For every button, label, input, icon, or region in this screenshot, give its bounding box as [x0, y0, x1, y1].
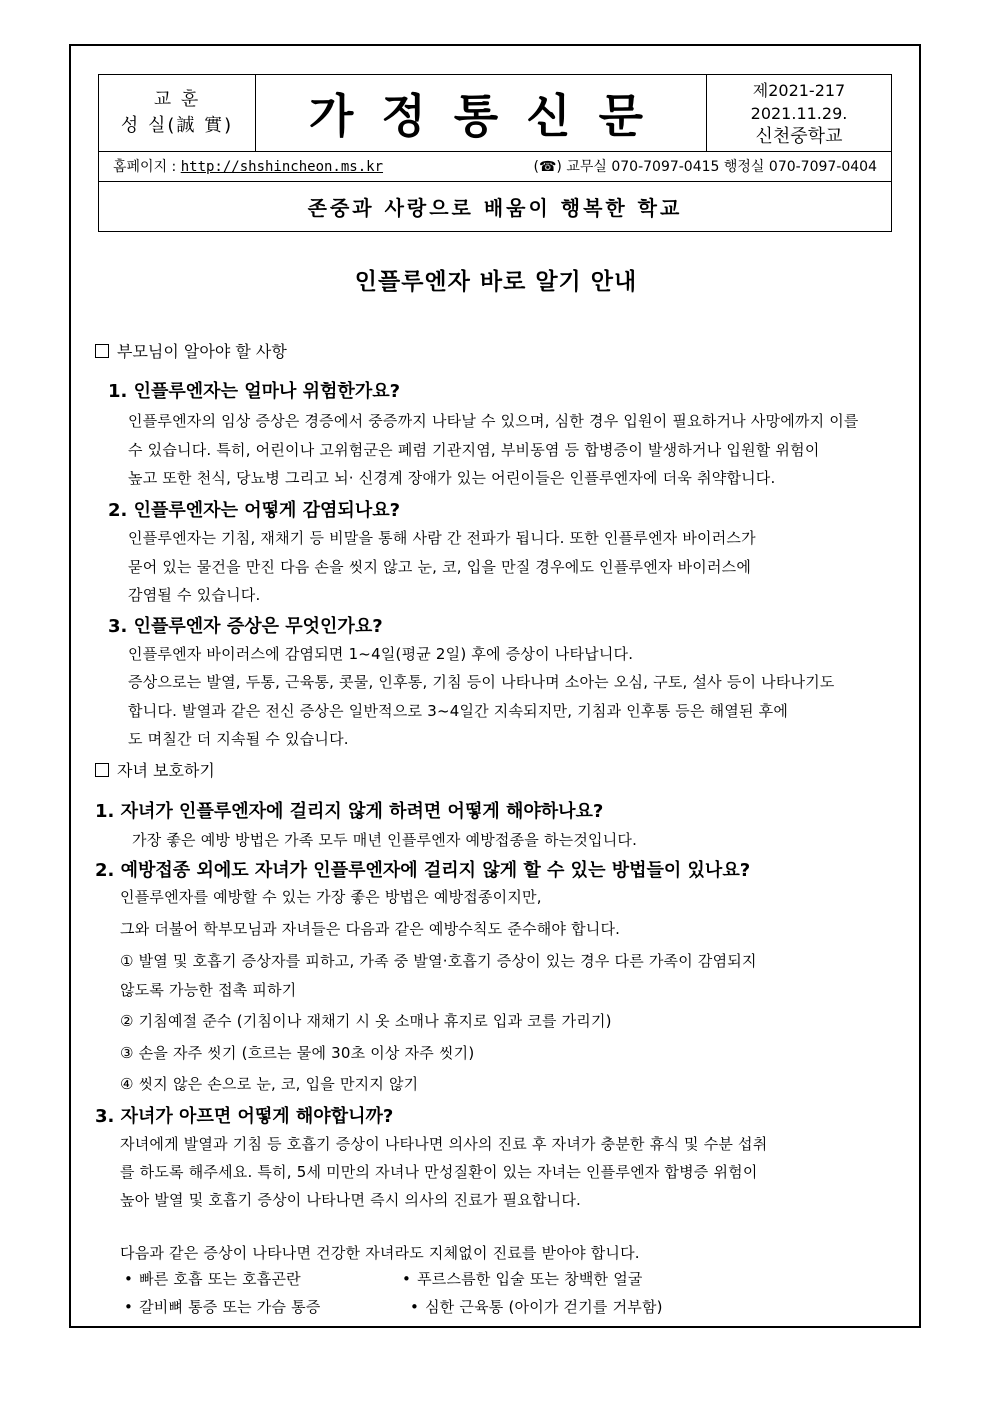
paragraph-line: 인플루엔자 바이러스에 감염되면 1~4일(평균 2일) 후에 증상이 나타납니다. — [128, 645, 634, 663]
question-heading: 2. 인플루엔자는 어떻게 감염되나요? — [108, 500, 401, 521]
section-heading-text: 부모님이 알아야 할 사항 — [117, 342, 287, 361]
paragraph-line: 묻어 있는 물건을 만진 다음 손을 씻지 않고 눈, 코, 입을 만질 경우에도 인플루엔자 바이러스에 — [128, 558, 752, 576]
urgent-symptom-text: 갈비뼈 통증 또는 가슴 통증 — [139, 1298, 321, 1316]
document-title: 인플루엔자 바로 알기 안내 — [354, 269, 638, 295]
school-slogan: 존중과 사랑으로 배움이 행복한 학교 — [307, 196, 683, 220]
phone-numbers: (☎) 교무실 070-7097-0415 행정실 070-7097-0404 — [533, 159, 877, 175]
bullet-icon: • — [402, 1270, 412, 1288]
paragraph-line: 가장 좋은 예방 방법은 가족 모두 매년 인플루엔자 예방접종을 하는것입니다. — [132, 831, 638, 849]
checkbox-icon — [95, 763, 109, 777]
bullet-icon: • — [410, 1298, 420, 1316]
prevention-rule: ② 기침예절 준수 (기침이나 재채기 시 옷 소매나 휴지로 입과 코를 가리기) — [120, 1012, 612, 1030]
motto-value: 성 실(誠 實) — [120, 115, 234, 136]
newsletter-header — [98, 74, 892, 232]
question-heading: 3. 자녀가 아프면 어떻게 해야합니까? — [95, 1106, 394, 1127]
issue-number: 제2021-217 — [752, 80, 846, 100]
paragraph-line: 감염될 수 있습니다. — [128, 586, 261, 604]
bullet-icon: • — [124, 1298, 134, 1316]
motto-label: 교 훈 — [153, 89, 201, 110]
prevention-rule: ④ 씻지 않은 손으로 눈, 코, 입을 만지지 않기 — [120, 1075, 419, 1093]
paragraph-line: 도 며칠간 더 지속될 수 있습니다. — [128, 730, 349, 748]
contact-row — [99, 152, 891, 182]
homepage-label: 홈페이지 : — [113, 159, 177, 175]
question-heading: 1. 인플루엔자는 얼마나 위험한가요? — [108, 381, 401, 402]
header-top-row — [99, 75, 891, 152]
issue-date: 2021.11.29. — [750, 103, 848, 123]
question-heading: 1. 자녀가 인플루엔자에 걸리지 않게 하려면 어떻게 해야하나요? — [95, 801, 604, 822]
section-heading-text: 자녀 보호하기 — [117, 761, 215, 780]
paragraph-line: 증상으로는 발열, 두통, 근육통, 콧물, 인후통, 기침 등이 나타나며 소아는 오심, 구토, 설사 등이 나타나기도 — [128, 673, 835, 691]
urgent-symptom-text: 빠른 호흡 또는 호흡곤란 — [139, 1270, 301, 1288]
prevention-rule: ③ 손을 자주 씻기 (흐르는 물에 30초 이상 자주 씻기) — [120, 1044, 475, 1062]
urgent-symptom-text: 푸르스름한 입술 또는 창백한 얼굴 — [417, 1270, 643, 1288]
school-name: 신천중학교 — [755, 125, 843, 147]
paragraph-line: 높아 발열 및 호흡기 증상이 나타나면 즉시 의사의 진료가 필요합니다. — [120, 1191, 582, 1209]
paragraph-line: 높고 또한 천식, 당뇨병 그리고 뇌· 신경계 장애가 있는 어린이들은 인플루엔자에 더욱 취약합니다. — [128, 469, 776, 487]
bullet-icon: • — [124, 1270, 134, 1288]
section-heading-children — [95, 758, 215, 781]
newsletter-title: 가정통신문 — [308, 89, 672, 143]
paragraph-line: 를 하도록 해주세요. 특히, 5세 미만의 자녀나 만성질환이 있는 자녀는 인플루엔자 합병증 위험이 — [120, 1163, 758, 1181]
urgent-symptom-text: 심한 근육통 (아이가 걷기를 거부함) — [425, 1298, 663, 1316]
homepage-link[interactable]: http://shshincheon.ms.kr — [180, 159, 384, 175]
section-heading-parents — [95, 339, 287, 362]
checkbox-icon — [95, 344, 109, 358]
paragraph-line: 그와 더불어 학부모님과 자녀들은 다음과 같은 예방수칙도 준수해야 합니다. — [120, 920, 621, 938]
paragraph-line: 인플루엔자의 임상 증상은 경증에서 중증까지 나타날 수 있으며, 심한 경우 입원이 필요하거나 사망에까지 이를 — [128, 412, 859, 430]
urgent-intro: 다음과 같은 증상이 나타나면 건강한 자녀라도 지체없이 진료를 받아야 합니다. — [120, 1244, 640, 1262]
school-motto — [99, 75, 256, 151]
homepage — [113, 152, 383, 182]
question-heading: 2. 예방접종 외에도 자녀가 인플루엔자에 걸리지 않게 할 수 있는 방법들이 있나요? — [95, 860, 751, 881]
urgent-symptom — [124, 1268, 301, 1289]
paragraph-line: 인플루엔자는 기침, 재채기 등 비말을 통해 사람 간 전파가 됩니다. 또한 인플루엔자 바이러스가 — [128, 529, 756, 547]
paragraph-line: 합니다. 발열과 같은 전신 증상은 일반적으로 3~4일간 지속되지만, 기침과 인후통 등은 해열된 후에 — [128, 702, 789, 720]
prevention-rule: 않도록 가능한 접촉 피하기 — [120, 981, 297, 999]
prevention-rule: ① 발열 및 호흡기 증상자를 피하고, 가족 중 발열·호흡기 증상이 있는 경우 다른 가족이 감염되지 — [120, 952, 757, 970]
urgent-symptom — [124, 1296, 321, 1317]
paragraph-line: 수 있습니다. 특히, 어린이나 고위험군은 폐렴 기관지염, 부비동염 등 합병증이 발생하거나 입원할 위험이 — [128, 441, 820, 459]
question-heading: 3. 인플루엔자 증상은 무엇인가요? — [108, 616, 383, 637]
paragraph-line: 자녀에게 발열과 기침 등 호흡기 증상이 나타나면 의사의 진료 후 자녀가 충분한 휴식 및 수분 섭취 — [120, 1135, 768, 1153]
urgent-symptom — [402, 1268, 643, 1289]
issue-info — [706, 75, 891, 151]
paragraph-line: 인플루엔자를 예방할 수 있는 가장 좋은 방법은 예방접종이지만, — [120, 888, 542, 906]
urgent-symptom — [410, 1296, 663, 1317]
